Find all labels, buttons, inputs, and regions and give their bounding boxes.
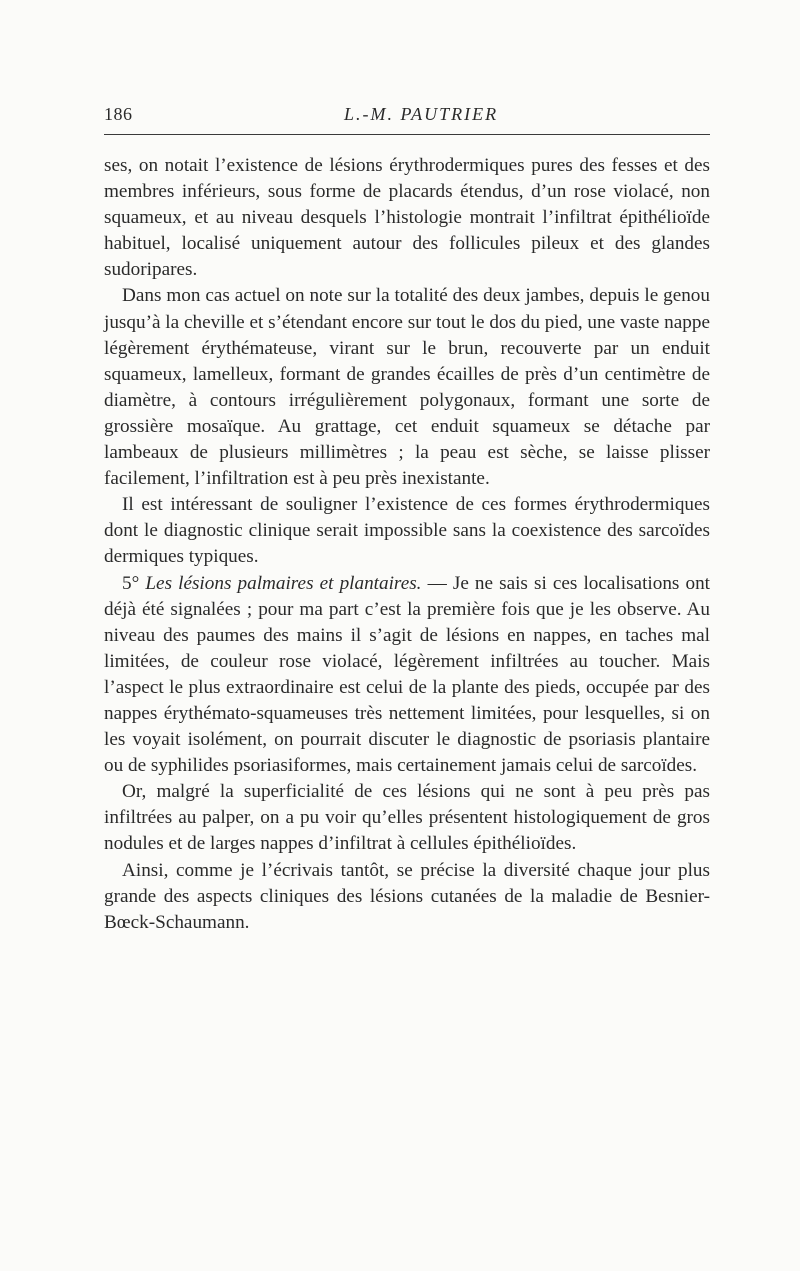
section-heading: Les lésions palmaires et plantaires. xyxy=(145,572,422,594)
paragraph-4 xyxy=(104,571,710,780)
page-number: 186 xyxy=(104,104,133,124)
paragraph-4-text: — Je ne sais si ces localisations ont déjà été signalées ; pour ma part c’est la première fois que je les observe. Au niveau des paumes des mains il s’agit de lésions en nappes, en taches mal limitées, de couleur rose violacé, légèrement infiltrées au toucher. Mais l’aspect le plus extraordinaire est celui de la plante des pieds, occupée par des nappes érythémato-squameuses très nettement limitées, pour lesquelles, si on les voyait isolément, on pourrait discuter le diagnostic de psoriasis plantaire ou de syphilides psoriasiformes, mais certainement jamais celui de sarcoïdes. xyxy=(104,572,710,777)
body-text xyxy=(104,153,710,936)
paragraph-2: Dans mon cas actuel on note sur la totalité des deux jambes, depuis le genou jusqu’à la cheville et s’étendant encore sur tout le dos du pied, une vaste nappe légèrement érythémateuse, virant sur le brun, recouverte par un enduit squameux, lamelleux, formant de grandes écailles de près d’un centimètre de diamètre, à contours irrégulièrement polygonaux, formant une sorte de grossière mosaïque. Au grattage, cet enduit squameux se détache par lambeaux de plusieurs millimètres ; la peau est sèche, se laisse plisser facilement, l’infiltration est à peu près inexistante. xyxy=(104,285,710,490)
book-page xyxy=(104,100,710,936)
paragraph-3: Il est intéressant de souligner l’existence de ces formes érythrodermiques dont le diagnostic clinique serait impossible sans la coexistence des sarcoïdes dermiques typiques. xyxy=(104,494,710,568)
page-header xyxy=(104,100,710,135)
running-head: L.-M. PAUTRIER xyxy=(344,104,499,124)
section-number: 5° xyxy=(122,572,140,594)
paragraph-5: Or, malgré la superficialité de ces lésions qui ne sont à peu près pas infiltrées au palper, on a pu voir qu’elles présentent histologiquement de gros nodules et de larges nappes d’infiltrat à cellules épithélioïdes. xyxy=(104,781,710,855)
paragraph-1: ses, on notait l’existence de lésions érythrodermiques pures des fesses et des membres inférieurs, sous forme de placards étendus, d’un rose violacé, non squameux, et au niveau desquels l’histologie montrait l’infiltrat épithélioïde habituel, localisé uniquement autour des follicules pileux et des glandes sudoripares. xyxy=(104,155,710,281)
paragraph-6: Ainsi, comme je l’écrivais tantôt, se précise la diversité chaque jour plus grande des aspects cliniques des lésions cutanées de la maladie de Besnier-Bœck-Schaumann. xyxy=(104,859,710,933)
